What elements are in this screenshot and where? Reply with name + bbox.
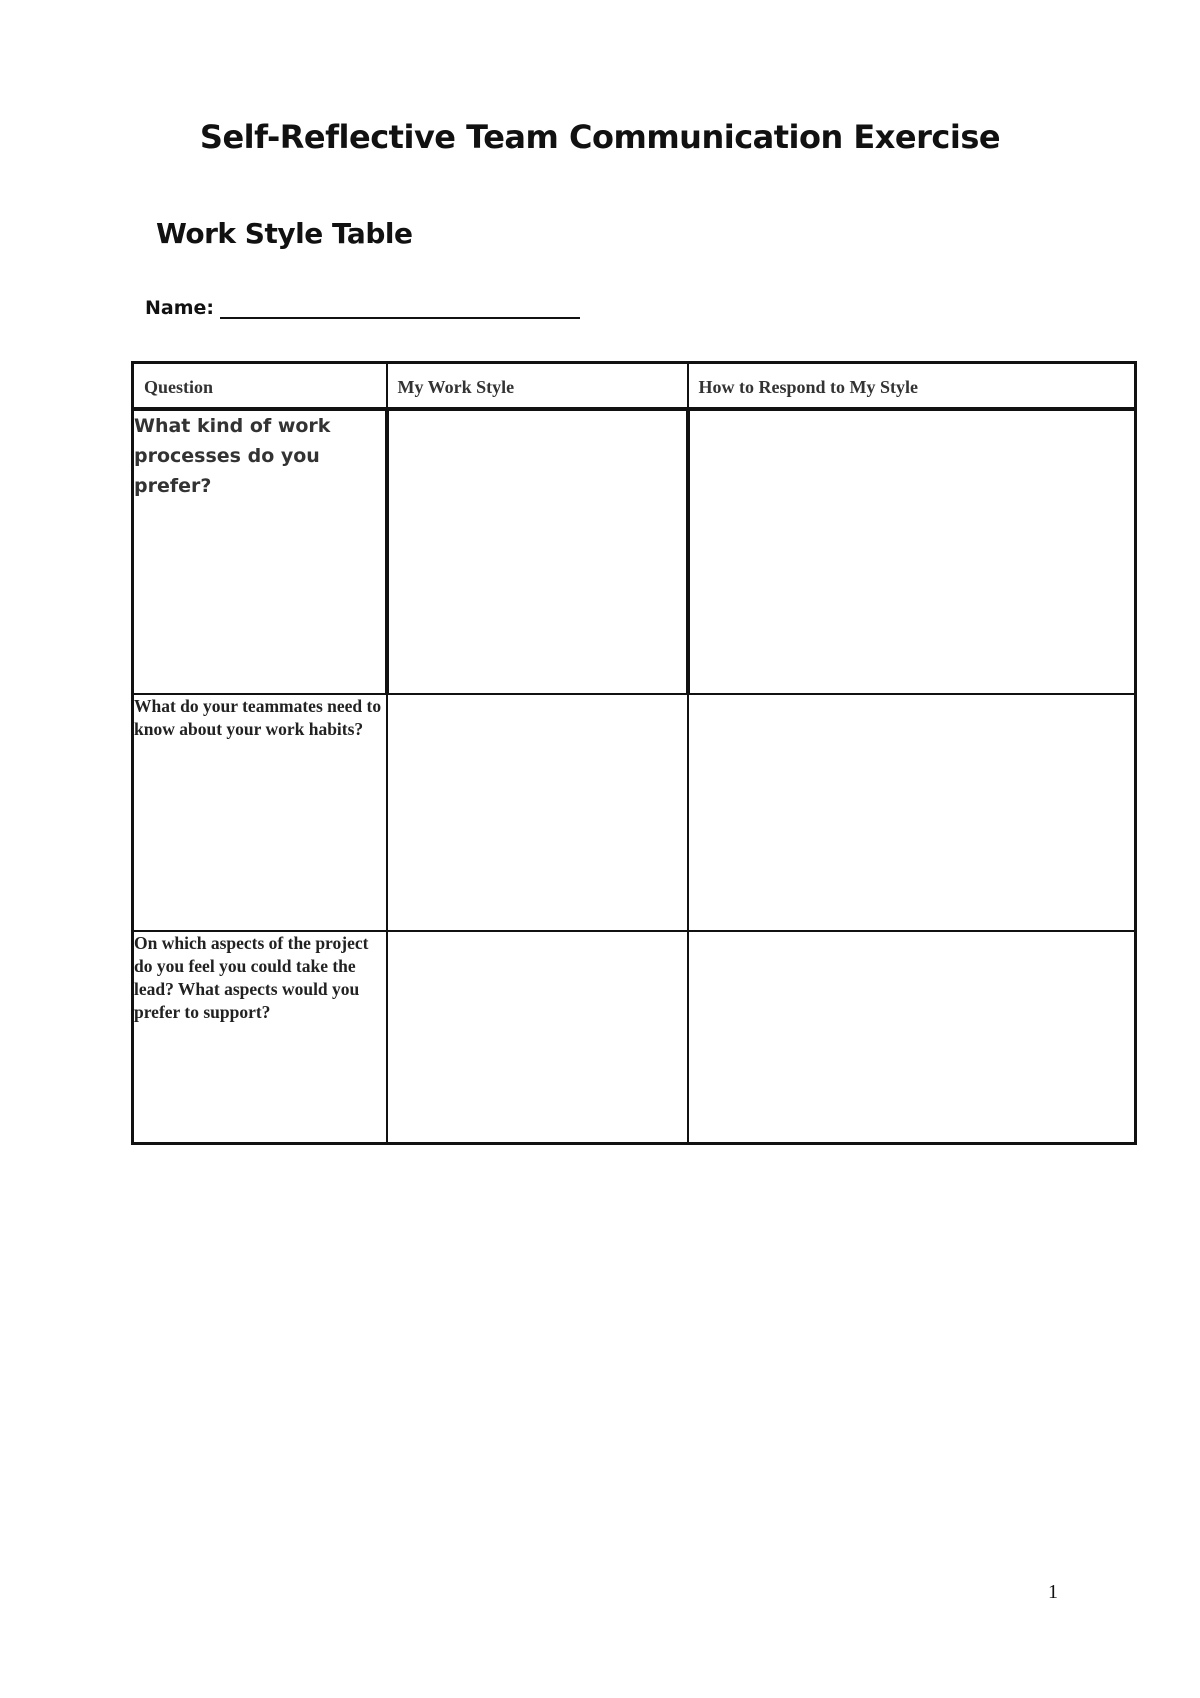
name-blank-line[interactable] — [220, 297, 580, 319]
name-label: Name: — [145, 297, 215, 319]
table-row — [133, 694, 1136, 931]
header-my-work-style: My Work Style — [387, 363, 688, 409]
table-header-row — [133, 363, 1136, 409]
how-to-respond-cell[interactable] — [688, 409, 1136, 694]
question-cell: What kind of work processes do you prefer? — [133, 409, 387, 694]
my-work-style-cell[interactable] — [387, 409, 688, 694]
document-title: Self-Reflective Team Communication Exercise — [199, 118, 1001, 156]
header-question: Question — [133, 363, 387, 409]
section-subtitle: Work Style Table — [156, 217, 413, 250]
name-field — [145, 297, 580, 319]
table-row — [133, 931, 1136, 1144]
question-cell: On which aspects of the project do you feel you could take the lead? What aspects would you prefer to support? — [133, 931, 387, 1144]
question-cell: What do your teammates need to know about your work habits? — [133, 694, 387, 931]
header-how-to-respond: How to Respond to My Style — [688, 363, 1136, 409]
work-style-table — [131, 361, 1137, 1145]
my-work-style-cell[interactable] — [387, 694, 688, 931]
table-row — [133, 409, 1136, 694]
page-number: 1 — [1048, 1581, 1058, 1603]
how-to-respond-cell[interactable] — [688, 694, 1136, 931]
my-work-style-cell[interactable] — [387, 931, 688, 1144]
how-to-respond-cell[interactable] — [688, 931, 1136, 1144]
